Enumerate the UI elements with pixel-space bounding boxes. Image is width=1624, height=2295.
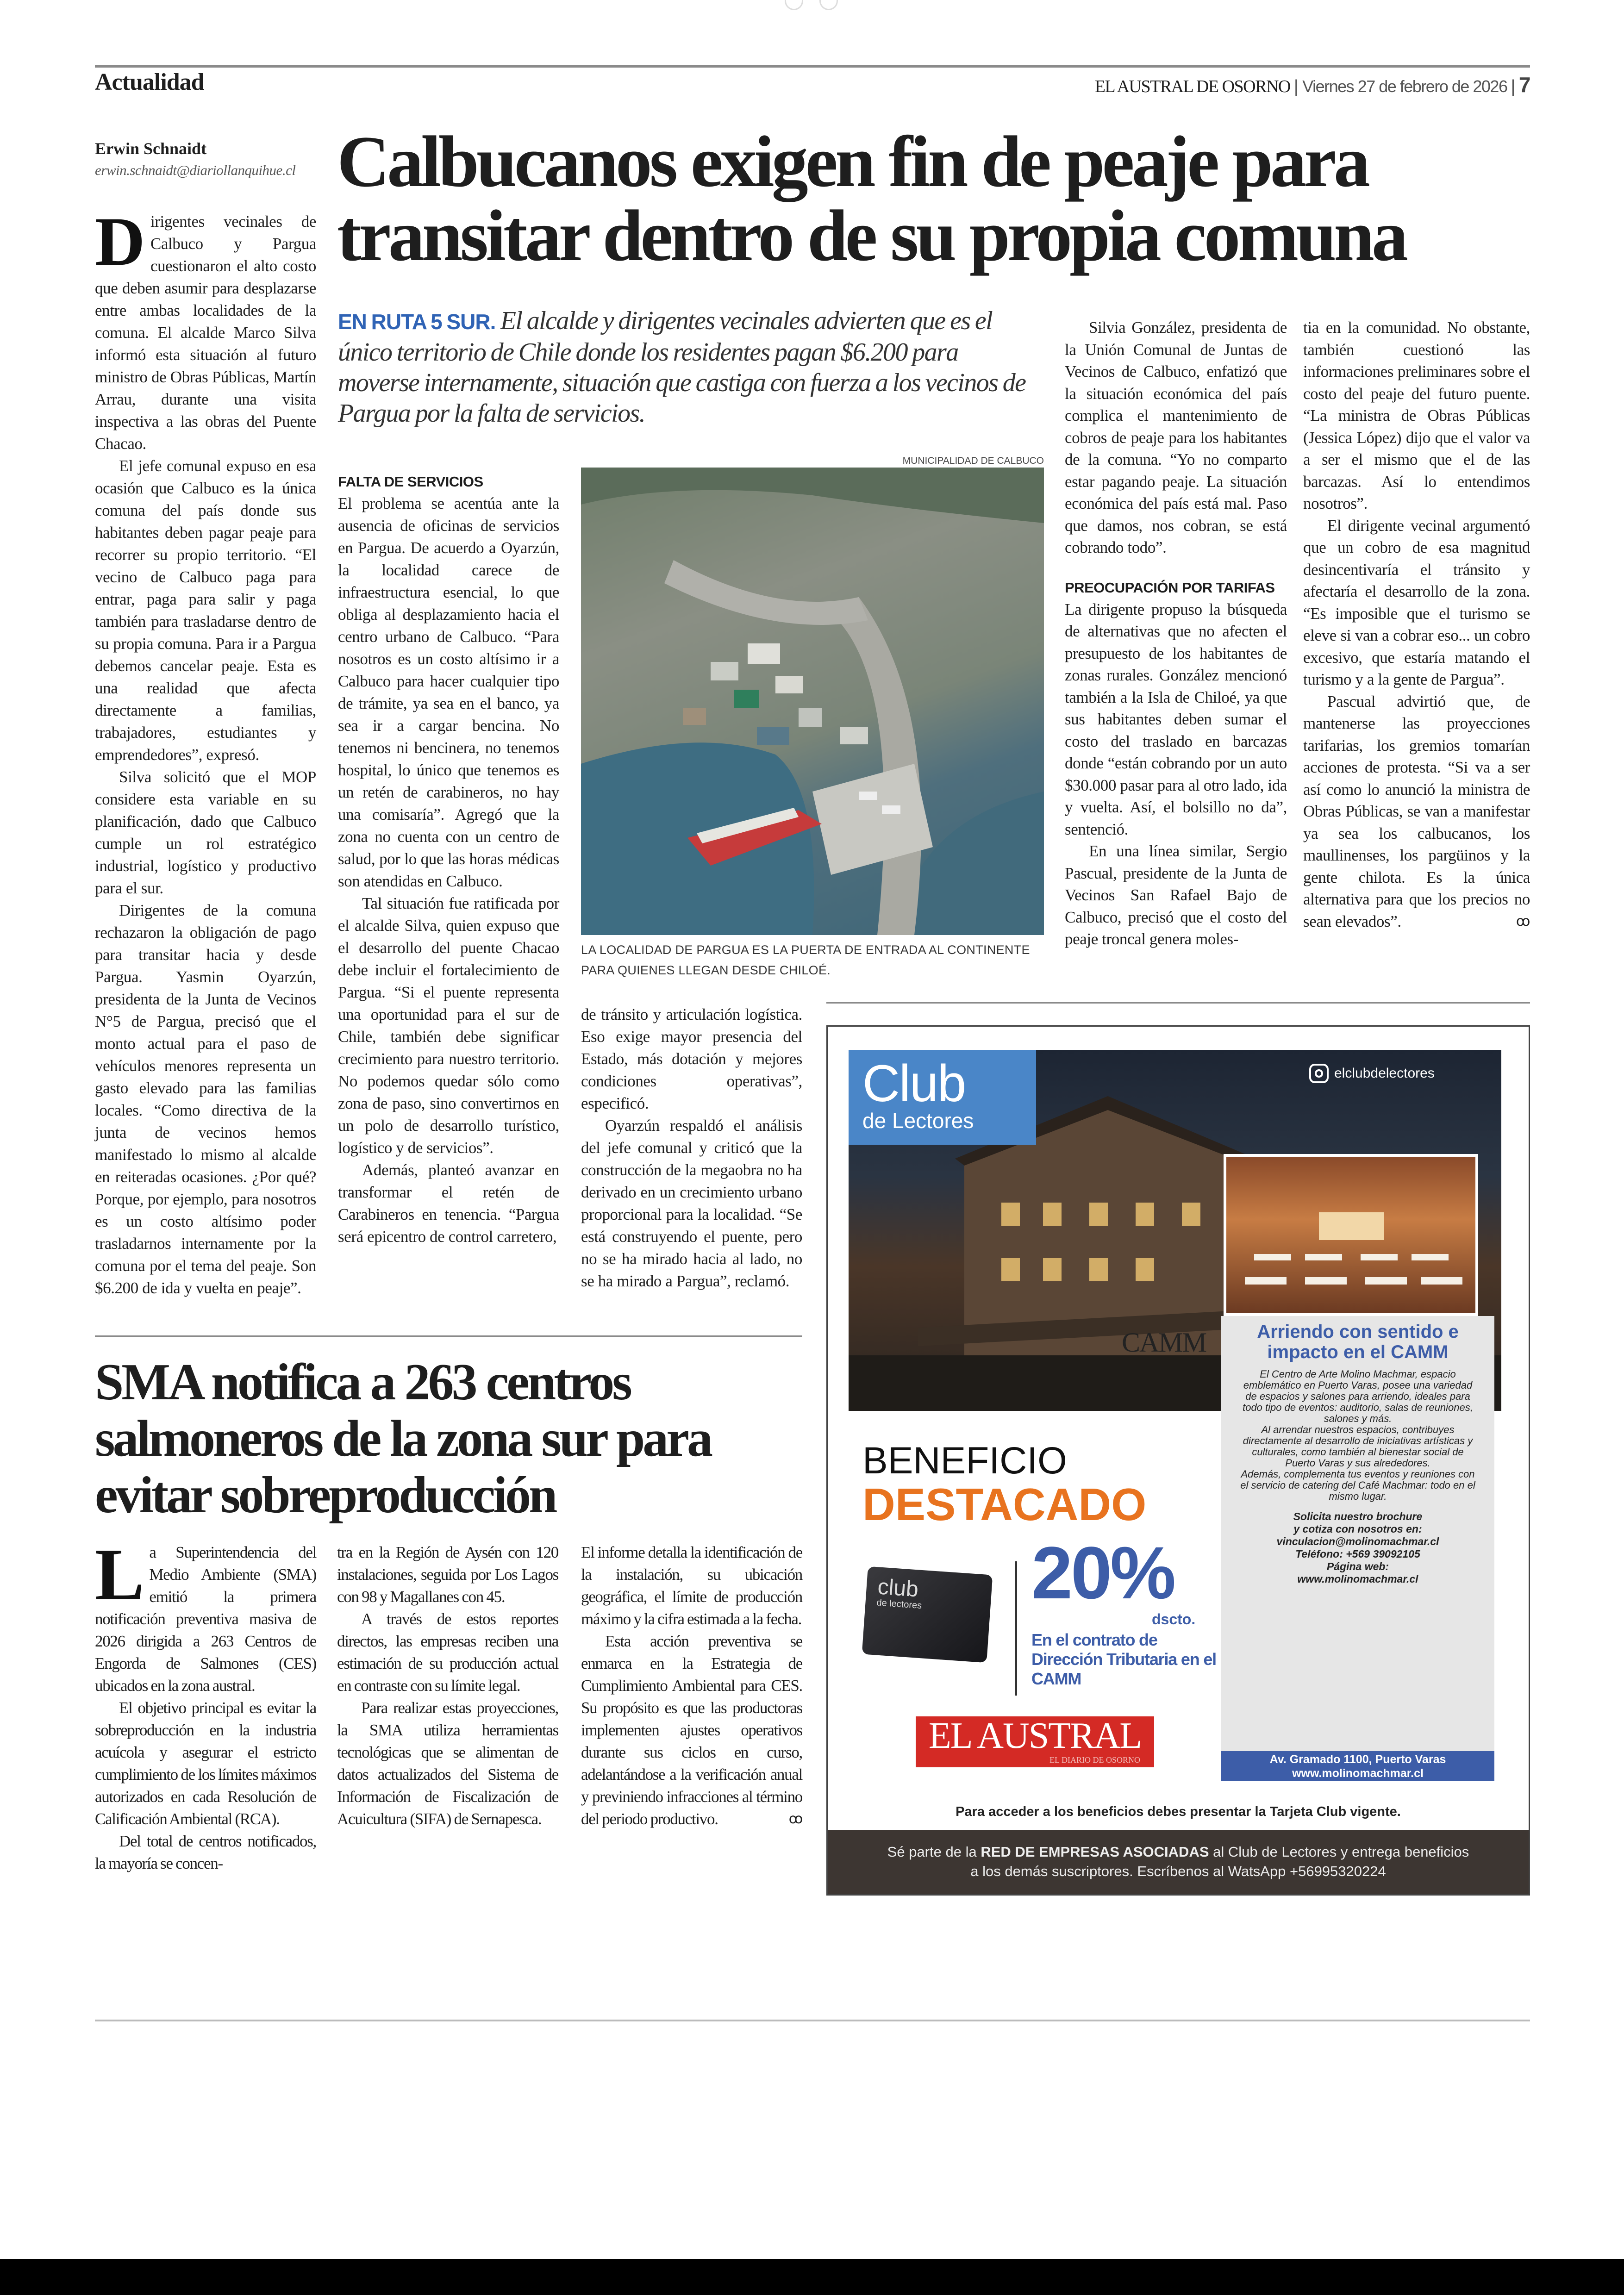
discount-percent: 20% — [1031, 1531, 1174, 1614]
viewer-dot-icon — [819, 0, 838, 10]
end-mark-icon: ꝏ — [1516, 913, 1530, 929]
article1-column-5 — [1303, 317, 1530, 932]
pargua-aerial-photo — [581, 468, 1044, 935]
article1-column-2 — [338, 471, 559, 1248]
contact-line: Página web: — [1326, 1560, 1389, 1572]
issue-date: Viernes 27 de febrero de 2026 — [1302, 77, 1507, 96]
camm-address: Av. Gramado 1100, Puerto Varas — [1269, 1753, 1446, 1766]
building-sign: CAMM — [1122, 1327, 1206, 1358]
club-logo-title: Club — [862, 1054, 966, 1112]
drop-cap: L — [95, 1533, 144, 1615]
club-logo-subtitle: de Lectores — [862, 1109, 974, 1133]
paragraph: Oyarzún respaldó el análisis del jefe comunal y criticó que la construcción de la megaobra no ha derivado en un crecimiento urbano proporcional para la localidad. “Se está construyendo el puente, pero no se ha mirado hacia al lado, no se ha mirado a Pargua”, reclamó. — [581, 1116, 802, 1290]
camm-box-title: Arriendo con sentido e impacto en el CAMM — [1257, 1322, 1459, 1362]
paragraph: Silvia González, presidenta de la Unión Comunal de Juntas de Vecinos de Calbuco, enfatizó que la situación económica del país complica el mantenimiento de cobros de peaje para los habitantes de la comuna. “Yo no comparto estar pagando peaje. La situación económica del país está mal. Paso que damos, nos cobran, se está cobrando todo”. — [1065, 318, 1287, 556]
paragraph: Del total de centros notificados, la mayoría se concen- — [95, 1832, 316, 1872]
paragraph: En una línea similar, Sergio Pascual, presidente de la Junta de Vecinos San Rafael Bajo de Calbuco, precisó que el costo del peaje troncal genera moles- — [1065, 842, 1287, 948]
paragraph: Esta acción preventiva se enmarca en la Estrategia de Cumplimiento Ambiental para CES. Su propósito es que las productoras implementen ajustes operativos durante sus ciclos en curso, adelantándose a la verificación anual y previniendo infracciones al término del periodo productivo. — [581, 1632, 802, 1828]
club-lectores-logo — [849, 1050, 1036, 1145]
contact-line: Solicita nuestro brochure — [1293, 1510, 1423, 1522]
paragraph: El dirigente vecinal argumentó que un cobro de esa magnitud desincentivaría el tránsito y afectaría el desarrollo de la zona. “Es imposible que el turismo se eleve si van a cobrar eso... un cobro excesivo, que estaría matando el turismo y a la gente de Pargua”. — [1303, 516, 1530, 688]
paragraph: Pascual advirtió que, de mantenerse las proyecciones tarifarias, los gremios tomarían acciones de protesta. “Si va a ser así como lo anunció la ministra de Obras Públicas, se van a manifestar ya sea los calbucanos, los maullinenses, los pargüinos y la gente chilota. Es la única alternativa para que los precios no sean elevados”. — [1303, 692, 1530, 930]
ad-top-divider — [826, 1002, 1530, 1004]
el-austral-logo — [916, 1716, 1154, 1767]
ad-notice: Para acceder a los beneficios debes presentar la Tarjeta Club vigente. — [956, 1804, 1401, 1819]
viewer-bottom-bar — [0, 2259, 1624, 2295]
paragraph: Para realizar estas proyecciones, la SMA utiliza herramientas tecnológicas que se alimentan de datos actualizados del Sistema de Información de Fiscalización de Acuicultura (SIFA) de Sernapesca. — [337, 1699, 558, 1828]
end-mark-icon: ꝏ — [788, 1811, 802, 1827]
discount-detail: En el contrato de Dirección Tributaria en el CAMM — [1031, 1630, 1216, 1688]
footer-text: al Club de Lectores y entrega beneficios a los demás suscriptores. Escríbenos al WatsApp +56995320224 — [970, 1844, 1469, 1879]
benefit-line1: BENEFICIO — [862, 1440, 1067, 1482]
brand-subtitle: EL DIARIO DE OSORNO — [1049, 1755, 1140, 1765]
photo-caption: LA LOCALIDAD DE PARGUA ES LA PUERTA DE ENTRADA AL CONTINENTE PARA QUIENES LLEGAN DESDE CHILOÉ. — [581, 943, 1030, 977]
subhead-falta-servicios: FALTA DE SERVICIOS — [338, 474, 483, 490]
headline-line: evitar sobreproducción — [95, 1466, 556, 1524]
camm-web[interactable]: www.molinomachmar.cl — [1292, 1767, 1424, 1780]
deck — [338, 306, 1044, 429]
article1-column-4 — [1065, 317, 1287, 950]
paragraph: Dirigentes de la comuna rechazaron la obligación de pago para transitar hacia y desde Pargua. Yasmin Oyarzún, presidenta de la Junta de Vecinos N°5 de Pargua, precisó que el monto actual para el paso de vehículos menores representa un gasto elevado para las familias locales. “Como directiva de la junta de vecinos hemos manifestado lo mismo al alcalde en reiteradas ocasiones. ¿Por qué? Porque, por ejemplo, para nosotros es un costo altísimo poder trasladarnos internamente por la comuna por el tema del peaje. Son $6.200 de ida y vuelta en peaje”. — [95, 901, 316, 1297]
byline-email: erwin.schnaidt@diariollanquihue.cl — [95, 162, 296, 178]
club-lectores-ad[interactable] — [826, 1025, 1530, 1896]
paper-name: EL AUSTRAL DE OSORNO — [1094, 77, 1290, 96]
headline-line: Calbucanos exigen fin de peaje para — [337, 121, 1368, 202]
contact-web-link[interactable]: www.molinomachmar.cl — [1297, 1573, 1418, 1585]
headline-line: salmoneros de la zona sur para — [95, 1410, 711, 1467]
headline-line: transitar dentro de su propia comuna — [337, 195, 1405, 276]
paragraph: Silva solicitó que el MOP considere esta variable en su planificación, dado que Calbuco cumple un rol estratégico industrial, logístico y productivo para el sur. — [95, 768, 316, 897]
benefit-line2: DESTACADO — [862, 1479, 1147, 1530]
subhead-preocupacion-tarifas: PREOCUPACIÓN POR TARIFAS — [1065, 579, 1275, 596]
instagram-icon — [1309, 1064, 1329, 1083]
deck-text: El alcalde y dirigentes vecinales advierten que es el único territorio de Chile donde los residentes pagan $6.200 para moverse internamente, situación que castiga con fuerza a los vecinos de Pargua por la falta de servicios. — [338, 306, 1026, 428]
bottom-rule — [95, 2020, 1530, 2021]
footer-bold: RED DE EMPRESAS ASOCIADAS — [981, 1844, 1209, 1860]
headline-line: SMA notifica a 263 centros — [95, 1353, 630, 1411]
header-rule — [95, 65, 1530, 68]
viewer-dot-icon — [785, 0, 803, 10]
paragraph: a Superintendencia del Medio Ambiente (SMA) emitió la primera notificación preventiva masiva de 2026 dirigida a 263 Centros de Engorda de Salmones (CES) ubicados en la zona austral. — [95, 1543, 316, 1695]
camm-paragraph: Al arrendar nuestros espacios, contribuyes directamente al desarrollo de iniciativas artísticas y culturales, como también al bienestar social de Puerto Varas y sus alrededores. — [1243, 1424, 1473, 1469]
beneficio-destacado — [862, 1439, 1147, 1530]
headline — [337, 121, 1405, 276]
paragraph: Tal situación fue ratificada por el alcalde Silva, quien expuso que el desarrollo del puente Chacao debe incluir el fortalecimiento de Pargua. “Si el puente representa una oportunidad para el sur de Chile, también debe significar crecimiento para nuestro territorio. No podemos quedar sólo como zona de paso, sino convertirnos en un polo de desarrollo turístico, logístico y de servicios”. — [338, 894, 559, 1157]
paragraph: El jefe comunal expuso en esa ocasión que Calbuco es la única comuna del país donde sus habitantes deben pagar peaje para recorrer su propio territorio. “El vecino de Calbuco paga para entrar, paga para salir y paga también para trasladarse dentro de su propia comuna. Para ir a Pargua debemos cancelar peaje. Esta es una realidad que afecta directamente a familias, trabajadores, estudiantes y emprendedores”, expresó. — [95, 457, 316, 764]
article2-column-1 — [95, 1533, 316, 1875]
deck-kicker: EN RUTA 5 SUR. — [338, 310, 496, 334]
article2-column-2 — [337, 1541, 558, 1830]
footer-text: Sé parte de la — [887, 1844, 981, 1860]
auditorium-illustration — [1226, 1157, 1475, 1313]
ad-footer-band — [828, 1830, 1529, 1895]
ad-vertical-divider — [1015, 1561, 1017, 1696]
article1-column-3 — [581, 1004, 802, 1292]
card-club-text: club — [877, 1574, 919, 1602]
paragraph: tra en la Región de Aysén con 120 instalaciones, seguida por Los Lagos con 98 y Magallanes con 45. — [337, 1543, 558, 1606]
drop-cap: D — [95, 203, 145, 280]
discount-label: dscto. — [1152, 1611, 1196, 1628]
page-header-info: EL AUSTRAL DE OSORNO | Viernes 27 de febrero de 2026 | 7 — [1094, 73, 1530, 97]
byline-author: Erwin Schnaidt — [95, 139, 207, 158]
paragraph: A través de estos reportes directos, las empresas reciben una estimación de su producción actual en contraste con su límite legal. — [337, 1610, 558, 1695]
camm-paragraph: Además, complementa tus eventos y reuniones con el servicio de catering del Café Machmar: todo en el mismo lugar. — [1240, 1468, 1475, 1502]
instagram-handle[interactable]: elclubdelectores — [1309, 1064, 1435, 1083]
article2-headline — [95, 1354, 711, 1523]
paragraph: Además, planteó avanzar en transformar el retén de Carabineros en tenencia. “Pargua será epicentro de control carretero, — [338, 1161, 559, 1246]
contact-phone: Teléfono: +569 39092105 — [1295, 1548, 1420, 1560]
camm-info-box — [1221, 1316, 1494, 1781]
aerial-scene — [581, 468, 1044, 935]
article2-column-3 — [581, 1541, 802, 1830]
camm-contact — [1221, 1502, 1494, 1585]
paragraph: El informe detalla la identificación de la instalación, su ubicación geográfica, el límite de producción máximo y la cifra estimada a la fecha. — [581, 1543, 802, 1628]
camm-paragraph: El Centro de Arte Molino Machmar, espacio emblemático en Puerto Varas, posee una variedad de espacios y salones para arriendo, ideales para todo tipo de eventos: auditorio, salas de reuniones, salones y más. — [1243, 1368, 1473, 1424]
camm-address-bar — [1221, 1751, 1494, 1781]
brand-name: EL AUSTRAL — [928, 1715, 1142, 1756]
contact-line: y cotiza con nosotros en: — [1293, 1523, 1422, 1535]
paragraph: El problema se acentúa ante la ausencia de oficinas de servicios en Pargua. De acuerdo a Oyarzún, la localidad carece de infraestructura esencial, lo que obliga al desplazamiento hacia el centro urbano de Calbuco. “Para nosotros es un costo altísimo ir a Calbuco para hacer cualquier tipo de trámite, ya sea en el banco, ya sea ir a cargar bencina. No tenemos ni bencinera, no tenemos hospital, lo único que tenemos es un retén de carabineros, no hay una comisaría”. Agregó que la zona no cuenta con un centro de salud, por lo que las horas médicas son atendidas en Calbuco. — [338, 494, 559, 890]
section-label: Actualidad — [95, 69, 204, 95]
club-card-image — [862, 1566, 993, 1663]
paragraph: El objetivo principal es evitar la sobreproducción en la industria acuícola y asegurar el estricto cumplimiento de los límites máximos autorizados en cada Resolución de Calificación Ambiental (RCA). — [95, 1699, 316, 1828]
article-divider — [95, 1335, 802, 1337]
photo-credit: MUNICIPALIDAD DE CALBUCO — [902, 455, 1044, 466]
paragraph: de tránsito y articulación logística. Eso exige mayor presencia del Estado, más dotación y mejores condiciones operativas”, especificó. — [581, 1005, 802, 1112]
paragraph: La dirigente propuso la búsqueda de alternativas que no afecten el presupuesto de los habitantes de zonas rurales. González mencionó también a la Isla de Chiloé, ya que sus habitantes deben sumar el costo del traslado en barcazas donde “están cobrando por un auto $30.000 pasar para al otro lado, ida y vuelta. Así, el bolsillo no da”, sentenció. — [1065, 600, 1287, 838]
page-number: 7 — [1518, 73, 1530, 97]
paragraph: irigentes vecinales de Calbuco y Pargua cuestionaron el alto costo que deben asumir para desplazarse entre ambas localidades de la comuna. El alcalde Marco Silva informó esta situación al futuro ministro de Obras Públicas, Martín Arrau, durante una visita inspectiva a las obras del Puente Chacao. — [95, 212, 316, 453]
article1-column-1 — [95, 203, 316, 1299]
contact-email-link[interactable]: vinculacion@molinomachmar.cl — [1276, 1535, 1439, 1547]
card-sub-text: de lectores — [876, 1597, 922, 1611]
auditorium-inset-photo — [1224, 1154, 1478, 1316]
paragraph: tia en la comunidad. No obstante, también cuestionó las informaciones preliminares sobre el costo del peaje del futuro puente. “La ministra de Obras Públicas (Jessica López) dijo que el valor va a ser el mismo que el de las barcazas. Así lo entendimos nosotros”. — [1303, 318, 1530, 512]
